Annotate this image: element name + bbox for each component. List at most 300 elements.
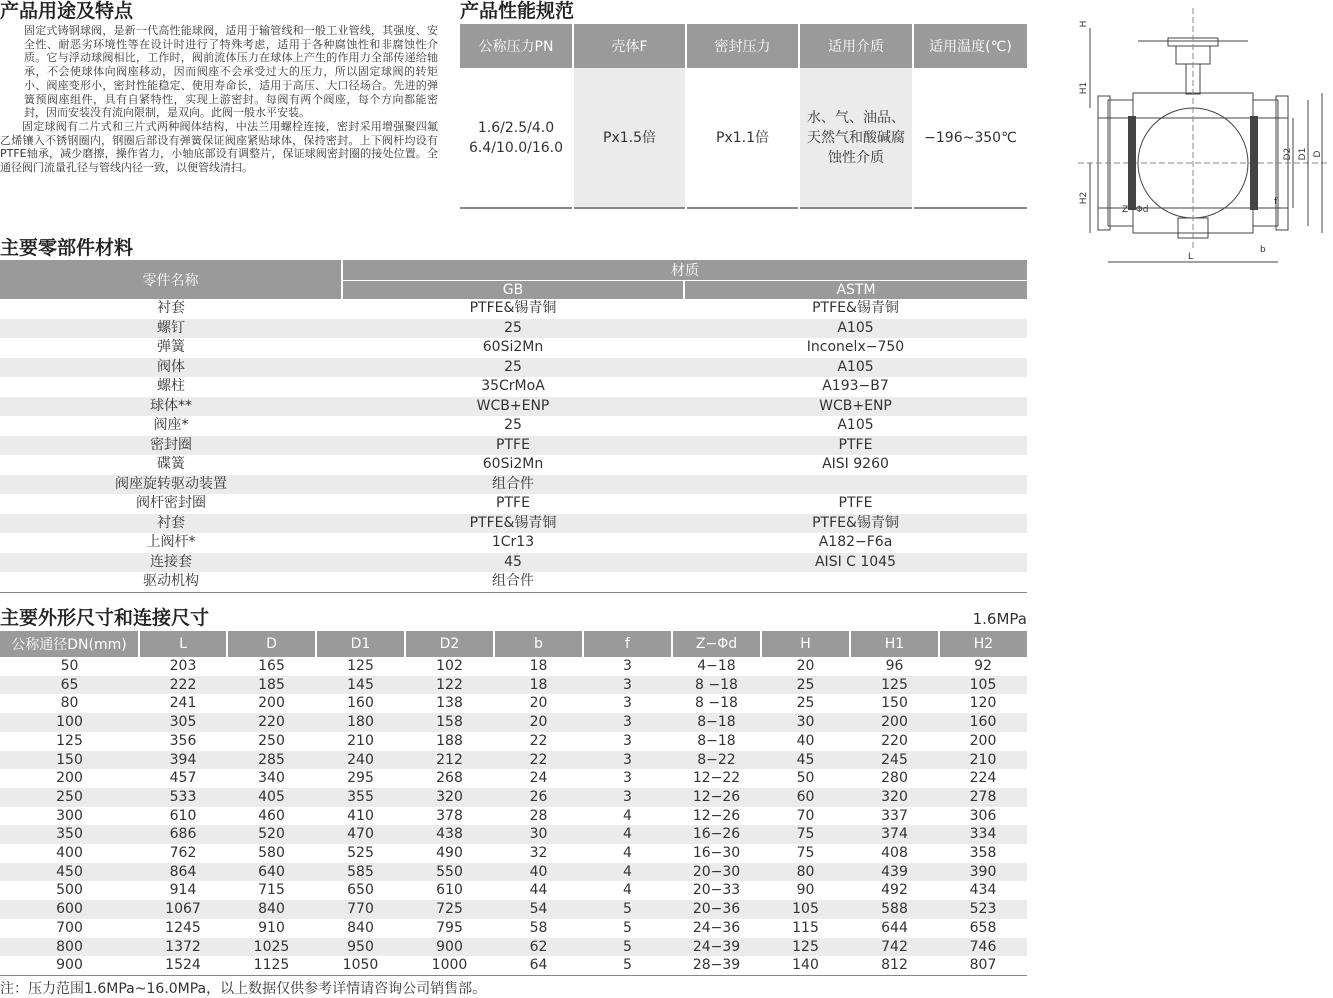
perf-header-shell: 壳体F	[573, 24, 686, 68]
perf-seal: Px1.1倍	[686, 68, 799, 208]
dimension-cell: 125	[56, 732, 83, 749]
dimension-cell: 3	[583, 751, 672, 770]
dimension-cell: 268	[436, 770, 463, 787]
material-cell-astm: PTFE	[684, 436, 1027, 456]
dimension-cell: 300	[56, 807, 83, 824]
drawing-label-d1: D1	[1298, 147, 1308, 161]
performance-table	[460, 24, 1027, 209]
dimension-cell: 410	[347, 807, 374, 824]
material-row	[0, 416, 1027, 436]
dimension-cell: 92	[974, 658, 992, 674]
dimension-cell: 12−22	[692, 770, 741, 787]
dimension-cell: 5	[623, 919, 632, 936]
dimension-cell: 520	[227, 825, 316, 844]
dimension-cell: 742	[850, 938, 939, 957]
dimension-cell: 3	[623, 695, 632, 712]
dimension-cell: 405	[227, 788, 316, 807]
dimension-cell: 4−18	[697, 658, 736, 674]
dimension-cell: 32	[529, 845, 548, 862]
dimension-cell: 100	[0, 713, 139, 732]
dimension-cell: 64	[529, 957, 548, 974]
material-cell-astm: Inconelx−750	[806, 339, 905, 355]
dimension-cell: 812	[881, 957, 908, 974]
material-cell-gb: PTFE	[496, 495, 530, 511]
dimension-cell: 610	[169, 807, 197, 824]
dimension-cell: 200	[850, 713, 939, 732]
dimension-cell: 1025	[227, 938, 316, 957]
dimension-cell: 4	[623, 845, 632, 862]
dimension-row	[0, 769, 1027, 788]
dimension-cell: 185	[227, 676, 316, 695]
material-cell-part: 密封圈	[0, 436, 342, 456]
dimension-cell: 295	[347, 770, 374, 787]
dimension-cell: 20	[529, 695, 548, 712]
dimensions-body	[0, 657, 1027, 975]
dimension-cell: 470	[316, 825, 405, 844]
dimension-cell: 12−26	[672, 788, 761, 807]
dimension-cell: 16−26	[672, 825, 761, 844]
perf-shell: Px1.5倍	[573, 68, 686, 208]
dimension-cell: 585	[316, 863, 405, 882]
dimension-cell: 457	[169, 770, 197, 787]
dimension-cell: 24−39	[672, 938, 761, 957]
dimension-cell: 45	[761, 751, 850, 770]
dimension-row	[0, 657, 1027, 676]
dimension-cell: 3	[623, 732, 632, 749]
dimension-cell: 390	[939, 863, 1027, 882]
dim-header-cell: b	[494, 631, 583, 657]
material-cell-gb: WCB+ENP	[342, 397, 684, 417]
dimension-cell: 22	[529, 732, 548, 749]
dimension-cell: 102	[436, 658, 463, 674]
material-cell-astm: PTFE&锡青铜	[684, 514, 1027, 534]
dimension-cell: 533	[139, 788, 227, 807]
intro-paragraph-1: 固定式铸钢球阀，是新一代高性能球阀，适用于输管线和一般工业管线，其强度、安全性、耐恶劣环境性等在设计时进行了特殊考虑，适用于各种腐蚀性和非腐蚀性介质。它与浮动球阀相比，工作时，阀前流体压力在球体上产生的作用力全部传递给轴承，不会使球体向阀座移动，因而阀座不会承受过大的压力，所以固定球阀的转矩小、阀座变形小，密封性能稳定、使用寿命长，适用于高压、大口径场合。先进的弹簧预阀座组件，具有自紧特性，实现上游密封。每阀有两个阀座，每个方向都能密封，因而安装没有流向限制，是双向。此阀一般水平安装。	[24, 24, 438, 120]
material-cell-part: 螺柱	[157, 378, 185, 394]
material-row	[0, 494, 1027, 514]
dimension-cell: 115	[792, 919, 819, 936]
materials-body	[0, 299, 1027, 592]
dimension-cell: 165	[258, 658, 285, 674]
dimension-cell: 50	[796, 770, 815, 787]
dimension-cell: 900	[405, 938, 494, 957]
material-cell-astm	[684, 572, 1027, 592]
dimension-cell: 644	[881, 919, 908, 936]
mat-header-material: 材质	[342, 260, 1027, 281]
dim-header-cell: Z−Φd	[672, 631, 761, 657]
material-cell-part: 阀杆密封圈	[136, 495, 206, 511]
perf-pn-line1: 1.6/2.5/4.0	[477, 119, 555, 136]
dimension-cell: 16−30	[692, 845, 741, 862]
material-cell-part: 阀体	[0, 358, 342, 378]
perf-header-seal: 密封压力	[686, 24, 799, 68]
dimension-cell: 800	[0, 938, 139, 957]
dimension-cell: 62	[494, 938, 583, 957]
material-row	[0, 553, 1027, 573]
intro-text	[0, 24, 438, 175]
dimension-cell: 160	[347, 695, 374, 712]
material-cell-gb: PTFE	[342, 436, 684, 456]
drawing-label-h: H	[1079, 20, 1089, 28]
dimension-cell: 356	[169, 732, 197, 749]
dimension-cell: 125	[850, 676, 939, 695]
dim-header-cell: D	[227, 631, 316, 657]
dimension-cell: 140	[792, 957, 819, 974]
dimension-cell: 460	[258, 807, 285, 824]
dimension-cell: 1000	[431, 957, 468, 974]
drawing-label-d: D	[1313, 150, 1323, 158]
dimension-cell: 864	[139, 863, 227, 882]
dimension-cell: 250	[0, 788, 139, 807]
materials-title: 主要零部件材料	[0, 237, 134, 259]
material-cell-gb: PTFE&锡青铜	[469, 300, 557, 316]
dimension-cell: 600	[0, 900, 139, 919]
dimension-cell: 337	[881, 807, 908, 824]
dimension-row	[0, 788, 1027, 807]
dimension-cell: 438	[405, 825, 494, 844]
dimension-cell: 350	[0, 825, 139, 844]
dimension-cell: 640	[227, 863, 316, 882]
material-row	[0, 533, 1027, 553]
dimension-cell: 160	[939, 713, 1027, 732]
material-row	[0, 436, 1027, 456]
dimensions-header-row	[0, 631, 1027, 657]
dimension-cell: 180	[316, 713, 405, 732]
dimension-cell: 762	[169, 845, 197, 862]
drawing-label-zd: Z−Φd	[1122, 205, 1149, 215]
dimension-cell: 28−39	[692, 957, 741, 974]
material-cell-astm: AISI C 1045	[684, 553, 1027, 573]
material-cell-gb: 1Cr13	[491, 534, 535, 550]
dimension-cell: 795	[436, 919, 463, 936]
dimension-cell: 320	[850, 788, 939, 807]
materials-table	[0, 260, 1027, 593]
dimension-cell: 278	[939, 788, 1027, 807]
dimension-cell: 70	[796, 807, 815, 824]
dimension-cell: 320	[405, 788, 494, 807]
material-cell-part: 上阀杆*	[146, 534, 196, 550]
material-row	[0, 299, 1027, 319]
dimension-cell: 378	[436, 807, 463, 824]
dimension-cell: 60	[761, 788, 850, 807]
perf-header-pn: 公称压力PN	[460, 24, 573, 68]
dimension-cell: 20−33	[692, 882, 741, 899]
drawing-label-h1: H1	[1079, 81, 1089, 95]
material-row	[0, 455, 1027, 475]
dimension-cell: 20	[796, 658, 815, 674]
dimension-cell: 80	[761, 863, 850, 882]
dimension-cell: 525	[347, 845, 374, 862]
dimension-cell: 50	[60, 658, 79, 674]
dimension-cell: 490	[436, 845, 463, 862]
mat-header-gb: GB	[342, 281, 684, 300]
dimension-cell: 220	[227, 713, 316, 732]
drawing-label-f: f	[1274, 197, 1278, 207]
material-cell-part: 连接套	[0, 553, 342, 573]
material-cell-part: 阀座*	[153, 417, 189, 433]
dimension-cell: 220	[881, 732, 908, 749]
dimension-cell: 3	[583, 676, 672, 695]
dim-header-cell: H1	[850, 631, 939, 657]
dimension-cell: 5	[583, 938, 672, 957]
material-row	[0, 319, 1027, 339]
dimension-cell: 105	[939, 676, 1027, 695]
dimension-cell: 285	[227, 751, 316, 770]
material-cell-gb: 25	[504, 417, 522, 433]
dimension-row	[0, 694, 1027, 713]
material-row	[0, 514, 1027, 534]
dimension-cell: 807	[969, 957, 997, 974]
dimension-cell: 75	[796, 845, 815, 862]
perf-medium: 水、气、油品、天然气和酸碱腐蚀性介质	[799, 68, 913, 208]
dimension-row	[0, 676, 1027, 695]
dimension-cell: 3	[623, 658, 632, 674]
material-cell-astm: A105	[837, 417, 874, 433]
materials-header-row-1	[0, 260, 1027, 281]
drawing-label-l: L	[1188, 252, 1194, 262]
drawing-label-h2: H2	[1079, 191, 1089, 205]
dimension-cell: 22	[494, 751, 583, 770]
dimension-cell: 224	[969, 770, 997, 787]
dimensions-pressure: 1.6MPa	[972, 610, 1027, 628]
dimension-cell: 138	[436, 695, 463, 712]
dimension-cell: 700	[56, 919, 83, 936]
dimension-cell: 8−18	[672, 713, 761, 732]
dimension-cell: 20−30	[672, 863, 761, 882]
dimension-row	[0, 713, 1027, 732]
dimension-row	[0, 825, 1027, 844]
dimension-cell: 212	[405, 751, 494, 770]
material-cell-astm: A105	[684, 358, 1027, 378]
perf-header-temp: 适用温度(℃)	[913, 24, 1027, 68]
dimension-cell: 200	[969, 732, 997, 749]
material-cell-gb: 35CrMoA	[481, 378, 545, 394]
material-row	[0, 572, 1027, 592]
material-cell-astm: A193−B7	[822, 378, 889, 394]
dimension-cell: 492	[881, 882, 908, 899]
dimension-cell: 1245	[165, 919, 201, 936]
material-cell-gb: 25	[342, 319, 684, 339]
dimension-cell: 200	[258, 695, 285, 712]
dimension-cell: 400	[56, 845, 83, 862]
dimension-cell: 1067	[139, 900, 227, 919]
dimension-row	[0, 881, 1027, 900]
dimension-cell: 28	[529, 807, 548, 824]
dimension-cell: 280	[881, 770, 908, 787]
mat-header-name: 零件名称	[0, 260, 342, 299]
dimension-cell: 105	[761, 900, 850, 919]
performance-row	[460, 68, 1027, 208]
dimension-cell: 4	[583, 863, 672, 882]
performance-header-row	[460, 24, 1027, 68]
material-cell-astm: PTFE	[838, 495, 873, 511]
material-cell-gb: 60Si2Mn	[482, 456, 544, 472]
dimension-cell: 439	[850, 863, 939, 882]
dimension-cell: 240	[316, 751, 405, 770]
dimension-cell: 650	[347, 882, 374, 899]
dim-header-cell: D2	[405, 631, 494, 657]
dimensions-table	[0, 631, 1027, 976]
dimension-cell: 610	[436, 882, 463, 899]
dimension-row	[0, 844, 1027, 863]
dimension-cell: 4	[623, 807, 632, 824]
dimension-cell: 12−26	[692, 807, 741, 824]
dimension-cell: 158	[405, 713, 494, 732]
dimension-cell: 725	[405, 900, 494, 919]
dimension-row	[0, 938, 1027, 957]
dimension-cell: 715	[258, 882, 285, 899]
perf-pn-line2: 6.4/10.0/16.0	[468, 139, 564, 156]
dimension-cell: 3	[623, 770, 632, 787]
dim-header-cell: H	[761, 631, 850, 657]
dimension-cell: 150	[0, 751, 139, 770]
dimension-cell: 222	[139, 676, 227, 695]
dimension-cell: 3	[583, 713, 672, 732]
dim-header-cell: 公称通径DN(mm)	[0, 631, 139, 657]
dimension-cell: 394	[139, 751, 227, 770]
material-cell-part: 碟簧	[157, 456, 185, 472]
drawing-label-d2: D2	[1283, 147, 1293, 161]
material-cell-part: 弹簧	[157, 339, 185, 355]
dimension-cell: 188	[436, 732, 463, 749]
dimension-cell: 1050	[342, 957, 379, 974]
dimension-cell: 1372	[139, 938, 227, 957]
dimension-cell: 30	[494, 825, 583, 844]
dimension-cell: 20−36	[672, 900, 761, 919]
dimension-row	[0, 751, 1027, 770]
dimension-cell: 250	[258, 732, 285, 749]
dimension-cell: 334	[939, 825, 1027, 844]
dimension-cell: 44	[529, 882, 548, 899]
material-cell-part: 球体**	[0, 397, 342, 417]
perf-header-medium: 适用介质	[799, 24, 913, 68]
dimension-cell: 686	[139, 825, 227, 844]
material-cell-gb: 组合件	[342, 475, 684, 495]
material-row	[0, 475, 1027, 495]
dimension-cell: 840	[227, 900, 316, 919]
material-row	[0, 397, 1027, 417]
dimension-cell: 30	[761, 713, 850, 732]
perf-temp: −196~350℃	[913, 68, 1027, 208]
performance-title: 产品性能规范	[460, 0, 575, 22]
material-cell-part: 螺钉	[0, 319, 342, 339]
perf-pn	[460, 68, 573, 208]
dimension-cell: 125	[347, 658, 374, 674]
dimension-cell: 18	[494, 676, 583, 695]
intro-paragraph-2: 固定球阀有二片式和三片式两种阀体结构，中法兰用螺栓连接，密封采用增强聚四氟乙烯镶入不锈钢圈内，钢圈后部设有弹簧保证阀座紧贴球体，保持密封。上下阀杆均设有PTFE轴承，减少磨擦，操作省力，小轴底部设有调整片，保证球阀密封圈的接处位置。全通径阀门流量孔径与管线内径一致，以便管线清扫。	[0, 119, 438, 175]
material-cell-gb: 25	[342, 358, 684, 378]
mat-header-astm: ASTM	[684, 281, 1027, 300]
material-cell-part: 衬套	[157, 300, 185, 316]
dim-header-cell: L	[139, 631, 227, 657]
dimension-cell: 770	[316, 900, 405, 919]
dimension-cell: 305	[139, 713, 227, 732]
dimension-cell: 408	[881, 845, 908, 862]
dimension-cell: 40	[796, 732, 815, 749]
dimension-cell: 550	[405, 863, 494, 882]
dimension-cell: 150	[881, 695, 908, 712]
dimension-cell: 200	[56, 770, 83, 787]
dimension-row	[0, 807, 1027, 826]
dimension-cell: 658	[969, 919, 997, 936]
dimension-cell: 96	[885, 658, 904, 674]
dimension-cell: 910	[258, 919, 285, 936]
dimension-cell: 245	[850, 751, 939, 770]
dimension-cell: 8 −18	[672, 676, 761, 695]
material-cell-astm: PTFE&锡青铜	[812, 300, 899, 316]
dimension-cell: 374	[850, 825, 939, 844]
dimension-cell: 18	[529, 658, 548, 674]
dimension-cell: 840	[347, 919, 374, 936]
material-row	[0, 377, 1027, 397]
material-cell-gb: 60Si2Mn	[482, 339, 544, 355]
dimension-row	[0, 863, 1027, 882]
dimension-cell: 203	[169, 658, 197, 674]
dimension-cell: 4	[623, 882, 632, 899]
dimension-cell: 3	[583, 788, 672, 807]
footnote: 注：压力范围1.6MPa~16.0MPa，以上数据仅供参考详情请咨询公司销售部。	[0, 981, 487, 997]
dimension-cell: 8−22	[672, 751, 761, 770]
material-cell-part: 衬套	[0, 514, 342, 534]
drawing-label-b: b	[1260, 245, 1266, 255]
dimension-cell: 24−36	[692, 919, 741, 936]
dimension-cell: 90	[796, 882, 815, 899]
material-cell-part: 阀座旋转驱动装置	[0, 475, 342, 495]
dimension-cell: 26	[494, 788, 583, 807]
dim-header-cell: D1	[316, 631, 405, 657]
dimension-cell: 120	[969, 695, 997, 712]
dimension-cell: 900	[56, 957, 83, 974]
material-cell-astm	[684, 475, 1027, 495]
dimension-row	[0, 732, 1027, 751]
material-cell-astm: AISI 9260	[822, 456, 889, 472]
dimension-cell: 434	[969, 882, 997, 899]
material-cell-part: 驱动机构	[143, 573, 199, 589]
dimension-cell: 1125	[253, 957, 290, 974]
dimension-row	[0, 919, 1027, 938]
dimension-cell: 75	[761, 825, 850, 844]
material-cell-astm: A105	[684, 319, 1027, 339]
dimension-cell: 40	[494, 863, 583, 882]
dimension-cell: 4	[583, 825, 672, 844]
dimension-cell: 25	[796, 695, 815, 712]
dimension-cell: 914	[169, 882, 197, 899]
dimension-cell: 306	[969, 807, 997, 824]
material-row	[0, 338, 1027, 358]
dim-header-cell: f	[583, 631, 672, 657]
material-cell-astm: A182−F6a	[818, 534, 893, 550]
dimension-cell: 340	[258, 770, 285, 787]
intro-title: 产品用途及特点	[0, 0, 134, 22]
material-row	[0, 358, 1027, 378]
valve-drawing	[1078, 8, 1328, 270]
material-cell-gb: 组合件	[492, 573, 534, 589]
dimension-cell: 241	[169, 695, 197, 712]
dimension-cell: 8 −18	[695, 695, 738, 712]
dimension-cell: 8−18	[697, 732, 736, 749]
dimension-cell: 145	[316, 676, 405, 695]
dimension-cell: 580	[258, 845, 285, 862]
dimension-cell: 20	[494, 713, 583, 732]
dimension-cell: 950	[316, 938, 405, 957]
dimension-cell: 355	[316, 788, 405, 807]
material-cell-astm: WCB+ENP	[684, 397, 1027, 417]
material-cell-gb: PTFE&锡青铜	[342, 514, 684, 534]
dimension-cell: 65	[0, 676, 139, 695]
dimension-cell: 523	[939, 900, 1027, 919]
dimension-cell: 80	[60, 695, 79, 712]
dimensions-title: 主要外形尺寸和连接尺寸	[0, 607, 210, 629]
